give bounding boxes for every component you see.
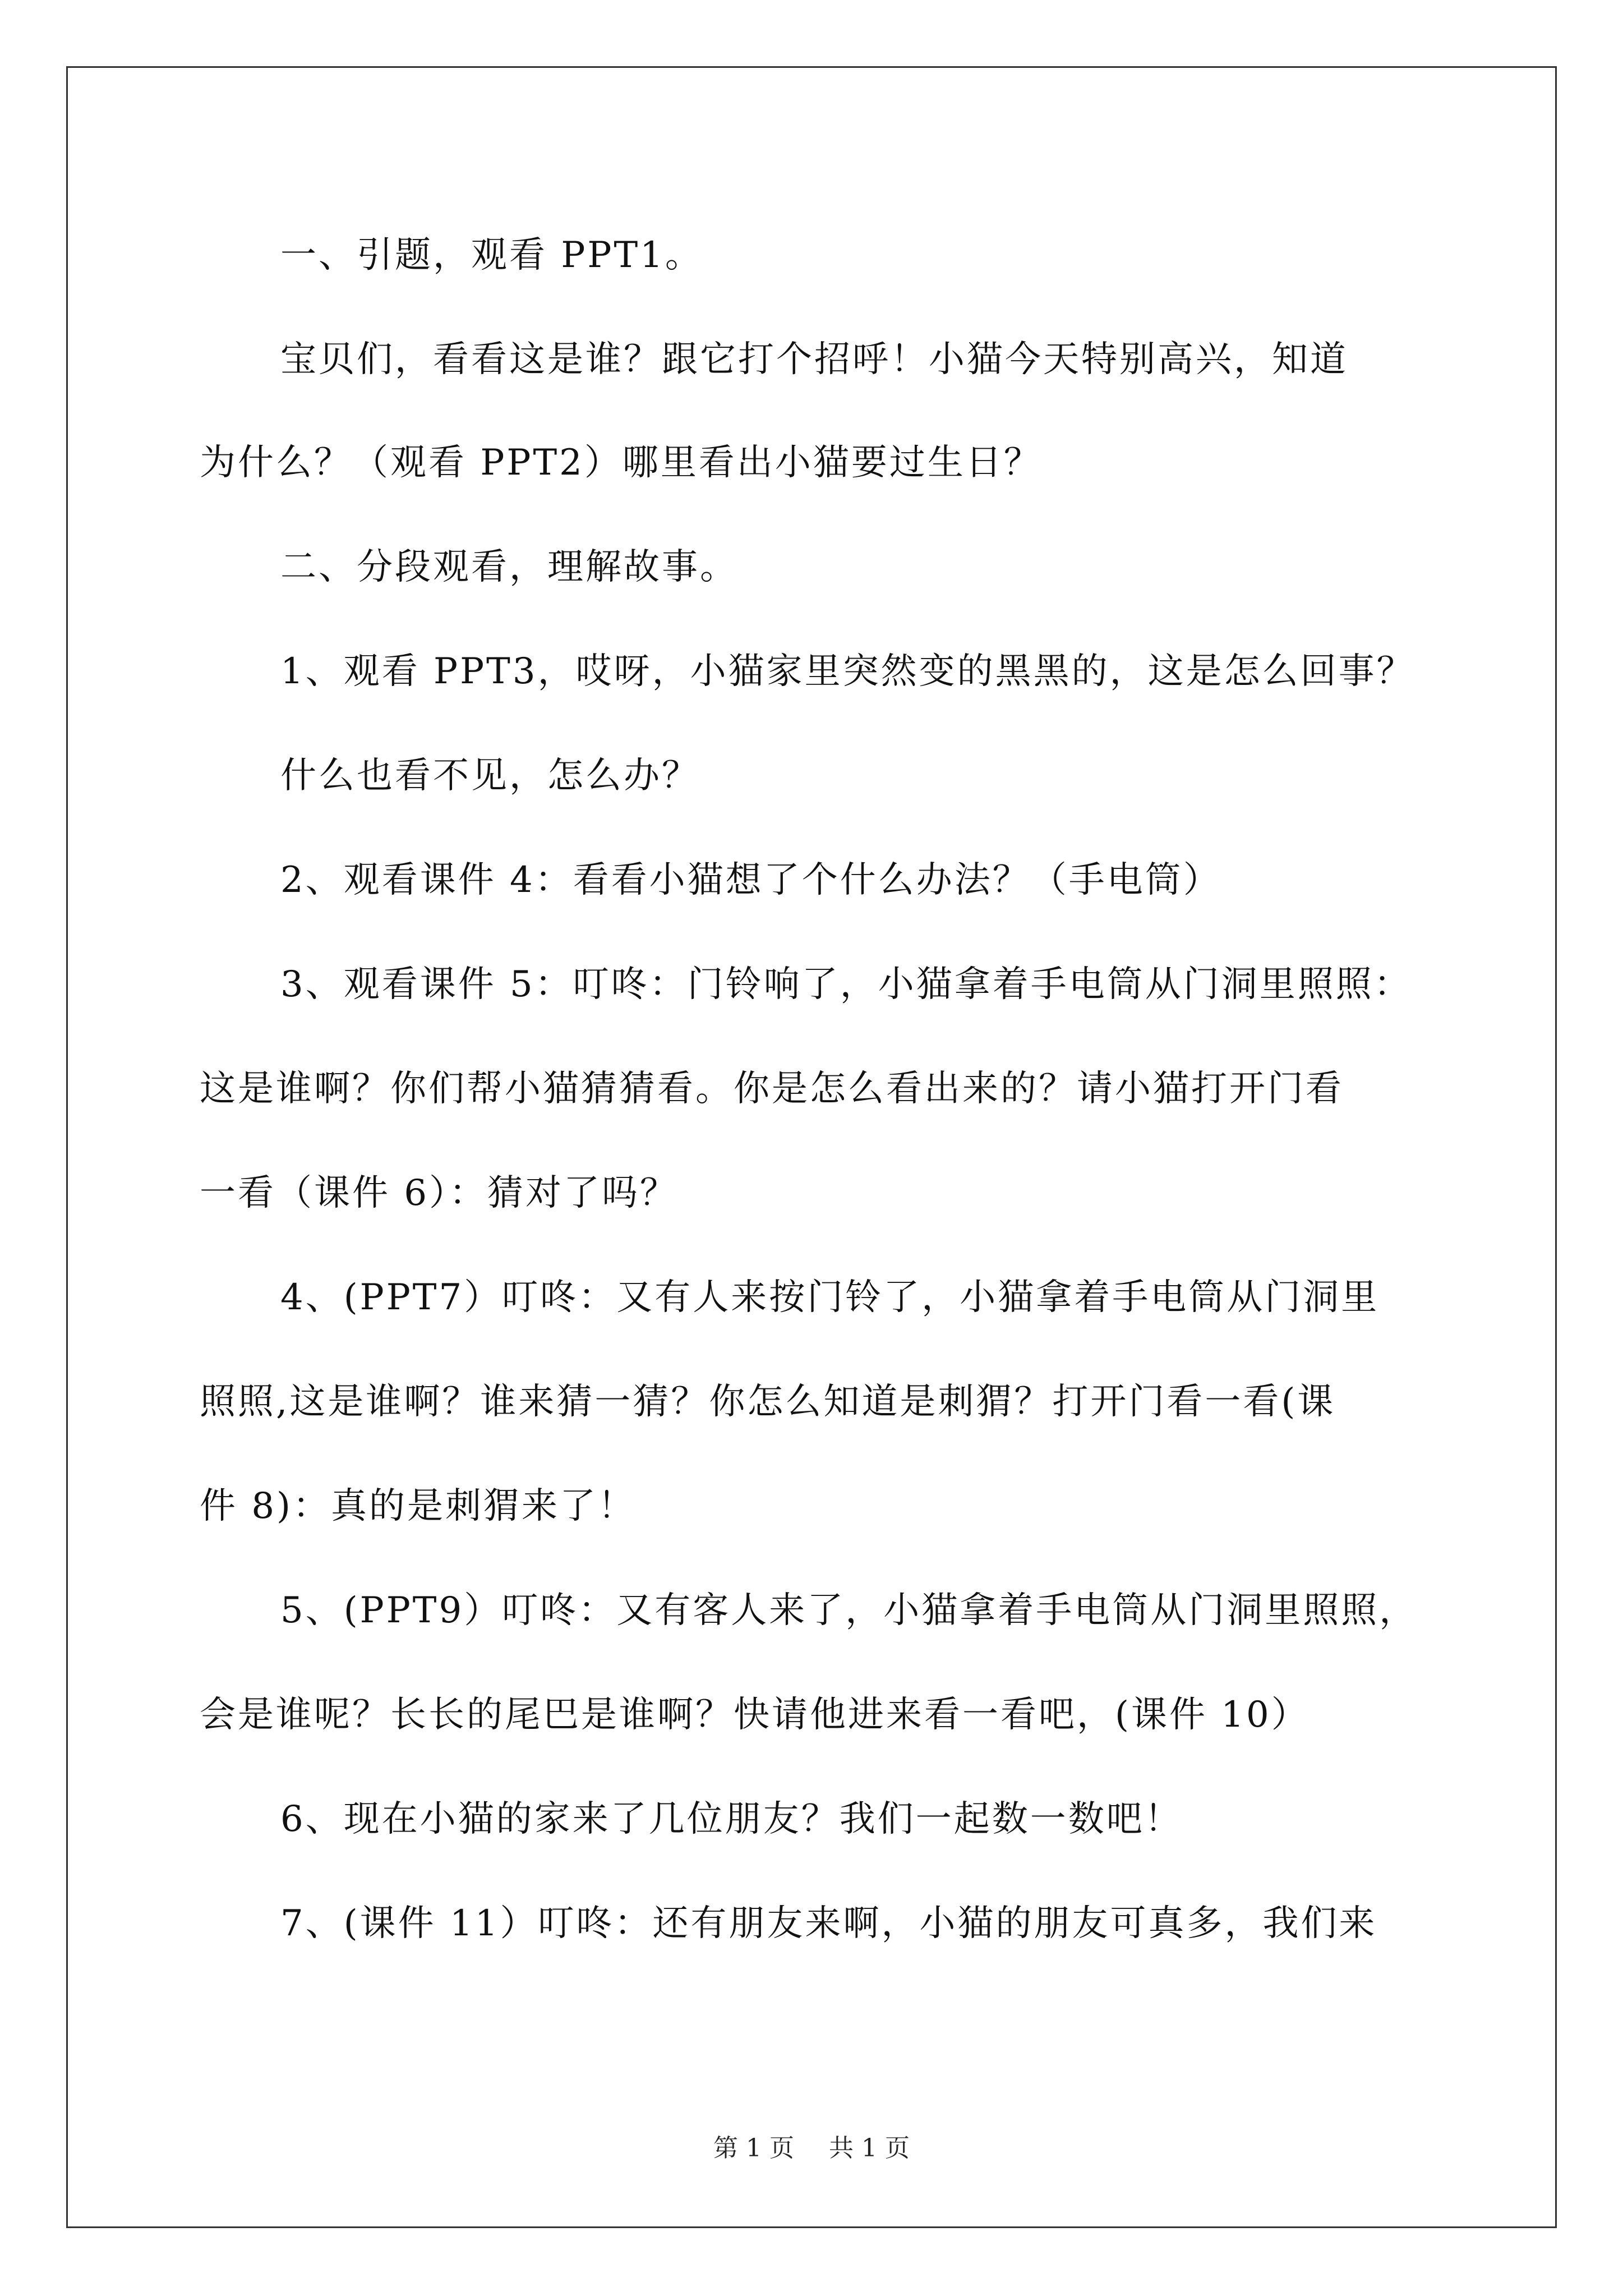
paragraph-step-5-line-2: 会是谁呢？长长的尾巴是谁啊？快请他进来看一看吧，(课件 10） (200, 1694, 1310, 1736)
paragraph-step-3-line-3: 一看（课件 6）：猜对了吗？ (200, 1172, 679, 1214)
paragraph-step-4-line-1: 4、(PPT7）叮咚：又有人来按门铃了，小猫拿着手电筒从门洞里 (280, 1277, 1380, 1318)
paragraph-greeting-line-2: 为什么？（观看 PPT2）哪里看出小猫要过生日？ (200, 442, 1042, 484)
page-total: 共 1 页 (829, 2134, 910, 2162)
paragraph-step-1-question: 什么也看不见，怎么办？ (280, 755, 700, 797)
page-number: 第 1 页 (713, 2134, 794, 2162)
paragraph-step-4-line-2: 照照,这是谁啊？谁来猜一猜？你怎么知道是刺猬？打开门看一看(课 (200, 1381, 1336, 1423)
paragraph-greeting-line-1: 宝贝们，看看这是谁？跟它打个招呼！小猫今天特别高兴，知道 (280, 339, 1348, 380)
paragraph-section-heading: 二、分段观看，理解故事。 (280, 546, 738, 588)
paragraph-step-1: 1、观看 PPT3，哎呀，小猫家里突然变的黑黑的，这是怎么回事？ (280, 651, 1415, 692)
paragraph-intro-heading: 一、引题，观看 PPT1。 (280, 234, 703, 276)
page-footer (0, 2132, 1623, 2165)
paragraph-step-5-line-1: 5、(PPT9）叮咚：又有客人来了，小猫拿着手电筒从门洞里照照， (280, 1590, 1418, 1631)
paragraph-step-6: 6、现在小猫的家来了几位朋友？我们一起数一数吧！ (280, 1798, 1183, 1840)
paragraph-step-4-line-3: 件 8)：真的是刺猬来了！ (200, 1485, 637, 1527)
paragraph-step-7: 7、(课件 11）叮咚：还有朋友来啊，小猫的朋友可真多，我们来 (280, 1903, 1377, 1944)
paragraph-step-3-line-2: 这是谁啊？你们帮小猫猜猜看。你是怎么看出来的？请小猫打开门看 (200, 1068, 1344, 1110)
paragraph-step-2: 2、观看课件 4：看看小猫想了个什么办法？（手电筒） (280, 859, 1221, 901)
paragraph-step-3-line-1: 3、观看课件 5：叮咚：门铃响了，小猫拿着手电筒从门洞里照照： (280, 964, 1412, 1005)
